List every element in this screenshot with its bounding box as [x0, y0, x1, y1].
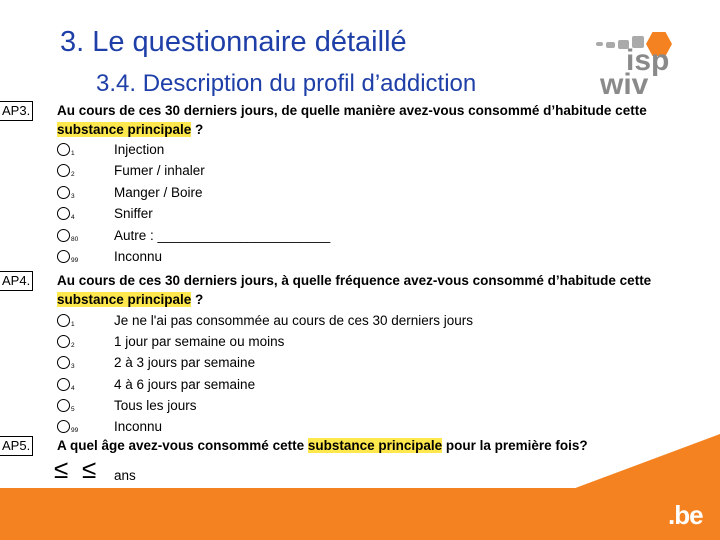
- radio-circle[interactable]: [57, 164, 70, 177]
- option-ap4-4[interactable]: 4 4 à 6 jours par semaine: [57, 376, 517, 396]
- page-title: 3. Le questionnaire détaillé: [60, 26, 407, 58]
- age-input[interactable]: [54, 454, 254, 488]
- radio-circle[interactable]: [57, 250, 70, 263]
- option-ap3-2[interactable]: 2 Fumer / inhaler: [57, 162, 517, 182]
- radio-circle[interactable]: [57, 143, 70, 156]
- question-text-ap3: Au cours de ces 30 derniers jours, de quelle manière avez-vous consommé d’habitude cette substance principale ?: [57, 103, 647, 137]
- be-logo: .be: [668, 500, 703, 530]
- radio-circle[interactable]: [57, 335, 70, 348]
- option-ap3-99[interactable]: 99 Inconnu: [57, 248, 517, 268]
- question-id-ap5: AP5.: [0, 436, 33, 456]
- radio-circle[interactable]: [57, 399, 70, 412]
- radio-circle[interactable]: [57, 314, 70, 327]
- radio-circle[interactable]: [57, 229, 70, 242]
- question-text-ap4: Au cours de ces 30 derniers jours, à quelle fréquence avez-vous consommé d’habitude cette substance principale ?: [57, 273, 652, 307]
- option-ap4-2[interactable]: 2 1 jour par semaine ou moins: [57, 333, 517, 353]
- radio-circle[interactable]: [57, 207, 70, 220]
- question-id-ap3: AP3.: [0, 101, 33, 121]
- radio-circle[interactable]: [57, 420, 70, 433]
- footer-bar: [0, 488, 720, 540]
- page-subtitle: 3.4. Description du profil d’addiction: [96, 70, 477, 97]
- option-ap4-99[interactable]: 99 Inconnu: [57, 418, 517, 438]
- option-ap3-4[interactable]: 4 Sniffer: [57, 205, 517, 225]
- radio-circle[interactable]: [57, 378, 70, 391]
- radio-circle[interactable]: [57, 186, 70, 199]
- option-ap4-5[interactable]: 5 Tous les jours: [57, 397, 517, 417]
- age-digit-box-1[interactable]: ≤: [54, 454, 69, 484]
- option-ap3-1[interactable]: 1 Injection: [57, 141, 517, 161]
- option-ap4-3[interactable]: 3 2 à 3 jours par semaine: [57, 354, 517, 374]
- age-unit-label: ans: [114, 468, 136, 483]
- question-id-ap4: AP4.: [0, 271, 33, 291]
- option-ap3-3[interactable]: 3 Manger / Boire: [57, 184, 517, 204]
- option-ap3-80[interactable]: 80 Autre : _______________________: [57, 227, 517, 247]
- isp-wiv-logo: isp wiv: [596, 28, 680, 100]
- age-digit-box-2[interactable]: ≤: [82, 454, 97, 484]
- radio-circle[interactable]: [57, 356, 70, 369]
- question-text-ap5: A quel âge avez-vous consommé cette substance principale pour la première fois?: [57, 438, 588, 453]
- option-ap4-1[interactable]: 1 Je ne l'ai pas consommée au cours de ces 30 derniers jours: [57, 312, 517, 332]
